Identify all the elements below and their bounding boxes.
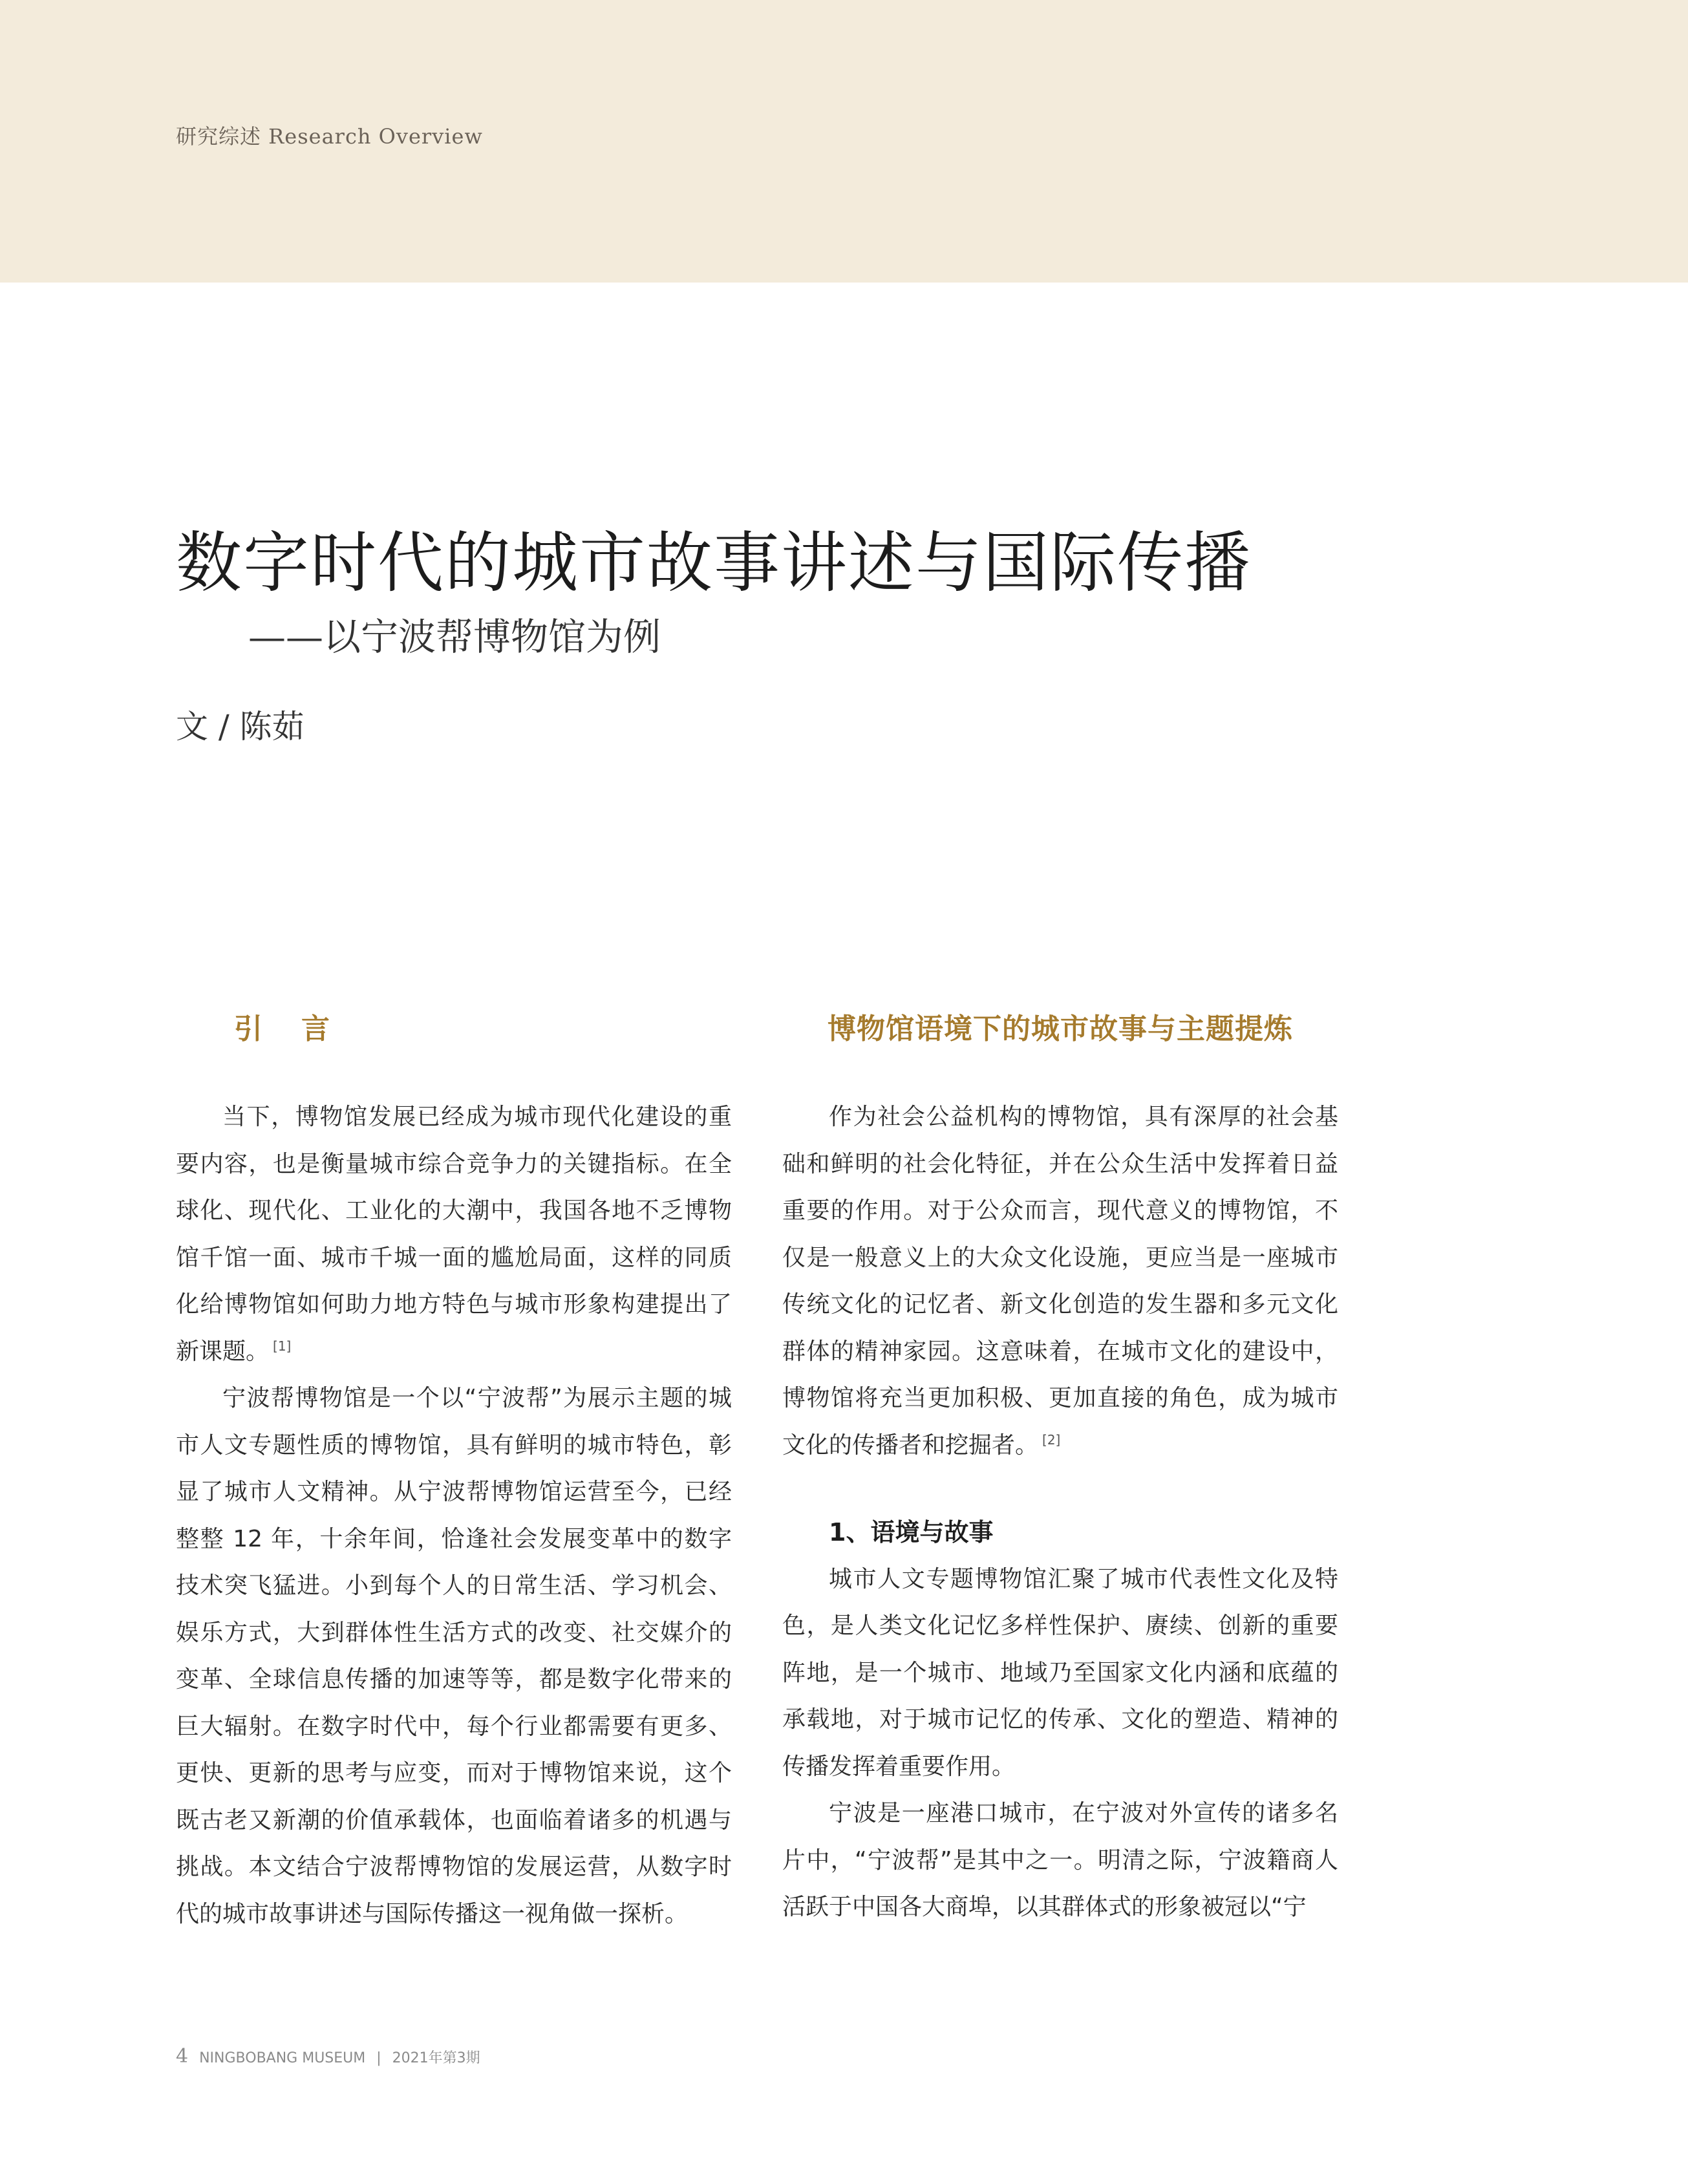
paragraph: 宁波是一座港口城市，在宁波对外宣传的诸多名片中，“宁波帮”是其中之一。明清之际，宁波籍商人活跃于中国各大商埠，以其群体式的形象被冠以“宁: [782, 1800, 1338, 1920]
paragraph: 当下，博物馆发展已经成为城市现代化建设的重要内容，也是衡量城市综合竞争力的关键指标。在全球化、现代化、工业化的大潮中，我国各地不乏博物馆千馆一面、城市千城一面的尴尬局面，这样的同质化给博物馆如何助力地方特色与城市形象构建提出了新课题。 [1]: [176, 1104, 732, 1365]
subsection-heading: 1、语境与故事: [829, 1518, 994, 1547]
article-subtitle: ——以宁波帮博物馆为例: [248, 615, 661, 659]
paragraph: 城市人文专题博物馆汇聚了城市代表性文化及特色，是人类文化记忆多样性保护、赓续、创新的重要阵地，是一个城市、地域乃至国家文化内涵和底蕴的承载地，对于城市记忆的传承、文化的塑造、精神的传播发挥着重要作用。: [782, 1565, 1338, 1780]
paragraph: 作为社会公益机构的博物馆，具有深厚的社会基础和鲜明的社会化特征，并在公众生活中发挥着日益重要的作用。对于公众而言，现代意义的博物馆，不仅是一般意义上的大众文化设施，更应当是一座城市传统文化的记忆者、新文化创造的发生器和多元文化群体的精神家园。这意味着，在城市文化的建设中，博物馆将充当更加积极、更加直接的角色，成为城市文化的传播者和挖掘者。 [2]: [782, 1104, 1338, 1459]
page-number: 4: [176, 2045, 189, 2068]
left-column: [176, 1002, 732, 1938]
footnote-ref[interactable]: [1]: [273, 1338, 292, 1354]
article-author: 文 / 陈茹: [176, 708, 304, 745]
section-label: 研究综述 Research Overview: [176, 124, 483, 149]
section-heading-museum-context: 博物馆语境下的城市故事与主题提炼: [828, 1012, 1293, 1045]
article-title: 数字时代的城市故事讲述与国际传播: [176, 525, 1252, 602]
section-heading-introduction: 引言: [234, 1012, 369, 1045]
footer-separator: |: [376, 2050, 381, 2066]
issue-label: 2021年第3期: [392, 2050, 480, 2066]
magazine-name: NINGBOBANG MUSEUM: [199, 2050, 366, 2066]
footnote-ref[interactable]: [2]: [1042, 1431, 1061, 1448]
right-column: [782, 1002, 1338, 1931]
paragraph: 宁波帮博物馆是一个以“宁波帮”为展示主题的城市人文专题性质的博物馆，具有鲜明的城市特色，彰显了城市人文精神。从宁波帮博物馆运营至今，已经整整 12 年，十余年间，恰逢社会发展变革中的数字技术突飞猛进。小到每个人的日常生活、学习机会、娱乐方式，大到群体性生活方式的改变、社交媒介的变革、全球信息传播的加速等等，都是数字化带来的巨大辐射。在数字时代中，每个行业都需要有更多、更快、更新的思考与应变，而对于博物馆来说，这个既古老又新潮的价值承载体，也面临着诸多的机遇与挑战。本文结合宁波帮博物馆的发展运营，从数字时代的城市故事讲述与国际传播这一视角做一探析。: [176, 1385, 732, 1927]
page-footer: [176, 2045, 480, 2068]
